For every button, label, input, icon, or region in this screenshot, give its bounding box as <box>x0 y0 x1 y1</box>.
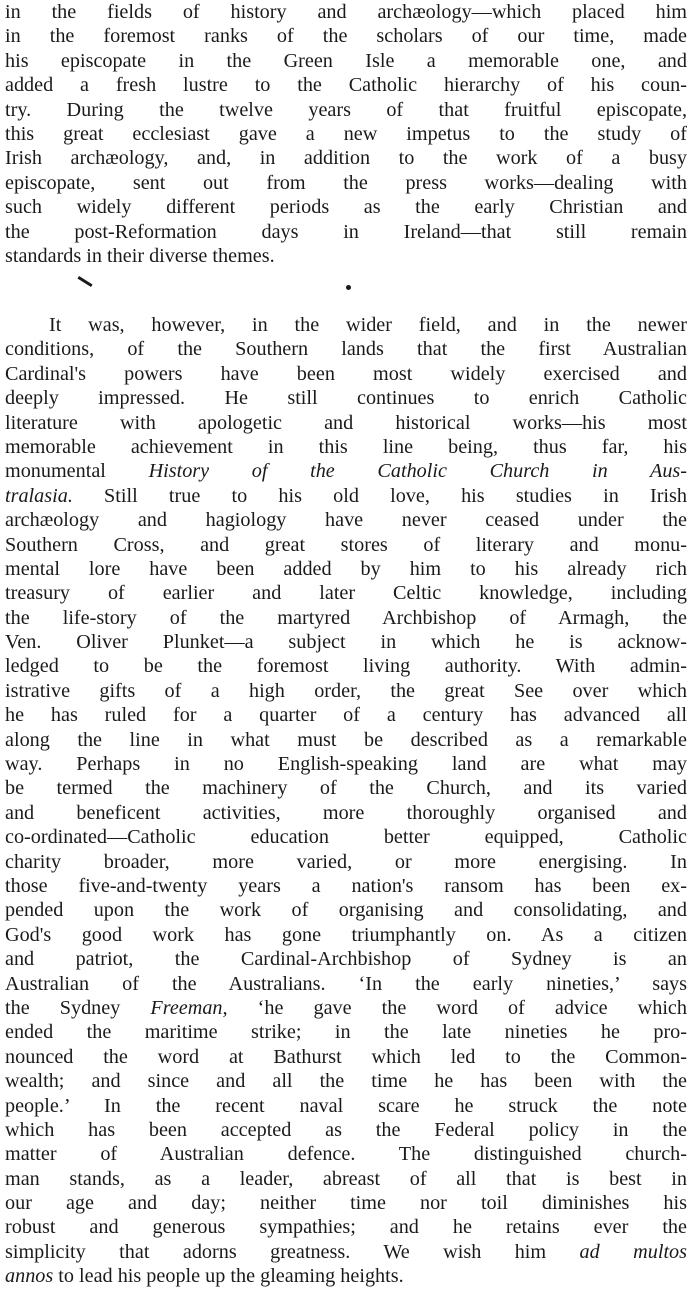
text-line <box>5 49 687 73</box>
text-segment: Australian of the Australians. ‘In the early nineties,’ says <box>5 972 687 995</box>
text-line <box>5 1191 687 1215</box>
italic-text: History of the Catholic Church in Aus- <box>148 460 687 483</box>
text-segment: to lead his people up the gleaming heights. <box>53 1265 404 1288</box>
text-line <box>5 1045 687 1069</box>
text-line <box>5 557 687 581</box>
text-segment: his episcopate in the Green Isle a memorable one, and <box>5 49 687 72</box>
text-line <box>5 1240 687 1264</box>
text-line <box>5 972 687 996</box>
text-line <box>5 752 687 776</box>
text-segment: those five-and-twenty years a nation's ransom has been ex- <box>5 874 687 897</box>
text-segment: God's good work has gone triumphantly on. As a citizen <box>5 923 687 946</box>
italic-text: ad multos <box>579 1240 687 1263</box>
text-segment: archæology and hagiology have never ceased under the <box>5 509 687 532</box>
text-segment: Southern Cross, and great stores of literary and monu- <box>5 533 687 556</box>
text-line <box>5 24 687 48</box>
text-segment: wealth; and since and all the time he has been with the <box>5 1070 687 1093</box>
italic-text: annos <box>5 1265 54 1288</box>
text-line <box>5 801 687 825</box>
stray-dot <box>346 285 351 290</box>
text-segment: man stands, as a leader, abreast of all that is best in <box>5 1167 687 1190</box>
text-line <box>5 171 687 195</box>
text-line <box>5 146 687 170</box>
text-line <box>5 996 687 1020</box>
text-segment: and beneficent activities, more thoroughly organised and <box>5 801 687 824</box>
text-line <box>5 386 687 410</box>
text-line <box>5 122 687 146</box>
text-segment: in the foremost ranks of the scholars of our time, made <box>5 25 687 48</box>
text-segment: episcopate, sent out from the press works—dealing with <box>5 171 687 194</box>
text-segment: standards in their diverse themes. <box>5 244 275 267</box>
text-line <box>5 947 687 971</box>
paragraph-history-archaeology <box>5 0 687 268</box>
text-line <box>5 435 687 459</box>
text-line <box>5 244 687 268</box>
text-segment: matter of Australian defence. The distinguished church- <box>5 1143 687 1166</box>
text-line <box>5 1142 687 1166</box>
text-segment: our age and day; neither time nor toil diminishes his <box>5 1192 687 1215</box>
text-segment: way. Perhaps in no English-speaking land are what may <box>5 753 687 776</box>
text-segment: istrative gifts of a high order, the great See over which <box>5 679 687 702</box>
text-line <box>5 581 687 605</box>
text-line <box>5 0 687 24</box>
text-segment: which has been accepted as the Federal policy in the <box>5 1118 687 1141</box>
text-segment: along the line in what must be described as a remarkable <box>5 728 687 751</box>
text-segment: Cardinal's powers have been most widely exercised and <box>5 362 687 385</box>
text-segment: pended upon the work of organising and consolidating, and <box>5 899 687 922</box>
text-segment: Irish archæology, and, in addition to the work of a busy <box>5 147 687 170</box>
text-segment: he has ruled for a quarter of a century has advanced all <box>5 704 687 727</box>
stray-mark <box>77 276 92 287</box>
paragraph-southern-lands <box>5 313 687 1289</box>
italic-text: Freeman, <box>150 996 228 1019</box>
text-segment: people.’ In the recent naval scare he struck the note <box>5 1094 687 1117</box>
text-line <box>5 195 687 219</box>
text-line <box>5 630 687 654</box>
text-line <box>5 73 687 97</box>
text-segment: the post-Reformation days in Ireland—that still remain <box>5 220 687 243</box>
text-line <box>5 728 687 752</box>
text-segment: ledged to be the foremost living authority. With admin- <box>5 655 687 678</box>
text-segment: memorable achievement in this line being, thus far, his <box>5 435 687 458</box>
text-line <box>5 411 687 435</box>
text-segment: ended the maritime strike; in the late nineties he pro- <box>5 1021 687 1044</box>
text-segment: and patriot, the Cardinal-Archbishop of Sydney is an <box>5 948 687 971</box>
text-segment: the Sydney <box>5 996 151 1019</box>
text-segment: co-ordinated—Catholic education better equipped, Catholic <box>5 826 687 849</box>
text-segment: robust and generous sympathies; and he retains ever the <box>5 1216 687 1239</box>
text-line <box>5 484 687 508</box>
text-segment: added a fresh lustre to the Catholic hierarchy of his coun- <box>5 74 687 97</box>
text-segment: Still true to his old love, his studies in Irish <box>72 484 687 507</box>
text-segment: ‘he gave the word of advice which <box>227 996 687 1019</box>
text-line <box>5 850 687 874</box>
text-segment: It was, however, in the wider field, and in the newer <box>49 314 687 336</box>
text-line <box>5 679 687 703</box>
text-line <box>5 337 687 361</box>
text-line <box>5 1167 687 1191</box>
text-line <box>5 923 687 947</box>
text-line <box>5 606 687 630</box>
text-segment: mental lore have been added by him to his already rich <box>5 557 687 580</box>
text-segment: monumental <box>5 460 149 483</box>
text-line <box>5 220 687 244</box>
text-line <box>5 1264 687 1288</box>
text-segment: simplicity that adorns greatness. We wish him <box>5 1240 580 1263</box>
text-segment: be termed the machinery of the Church, and its varied <box>5 777 687 800</box>
text-line <box>5 874 687 898</box>
text-line <box>5 362 687 386</box>
text-segment: Ven. Oliver Plunket—a subject in which he is acknow- <box>5 631 687 654</box>
text-segment: deeply impressed. He still continues to enrich Catholic <box>5 387 687 410</box>
text-segment: try. During the twelve years of that fruitful episcopate, <box>5 98 687 121</box>
text-segment: the life-story of the martyred Archbishop of Armagh, the <box>5 606 687 629</box>
italic-text: tralasia. <box>5 484 73 507</box>
text-line <box>5 703 687 727</box>
text-segment: nounced the word at Bathurst which led to the Common- <box>5 1045 687 1068</box>
text-line <box>5 654 687 678</box>
text-segment: literature with apologetic and historical works—his most <box>5 411 687 434</box>
text-segment: such widely different periods as the early Christian and <box>5 196 687 219</box>
text-line <box>5 459 687 483</box>
text-line <box>5 313 687 337</box>
text-line <box>5 1118 687 1142</box>
text-line <box>5 1215 687 1239</box>
text-line <box>5 508 687 532</box>
text-line <box>5 898 687 922</box>
text-line <box>5 1069 687 1093</box>
text-line <box>5 533 687 557</box>
text-segment: treasury of earlier and later Celtic knowledge, including <box>5 582 687 605</box>
text-line <box>5 1020 687 1044</box>
text-line <box>5 1094 687 1118</box>
text-line <box>5 776 687 800</box>
text-line <box>5 98 687 122</box>
text-segment: this great ecclesiast gave a new impetus to the study of <box>5 122 687 145</box>
text-segment: charity broader, more varied, or more energising. In <box>5 850 687 873</box>
text-segment: in the fields of history and archæology—which placed him <box>5 1 687 23</box>
text-line <box>5 825 687 849</box>
text-segment: conditions, of the Southern lands that the first Australian <box>5 338 687 361</box>
